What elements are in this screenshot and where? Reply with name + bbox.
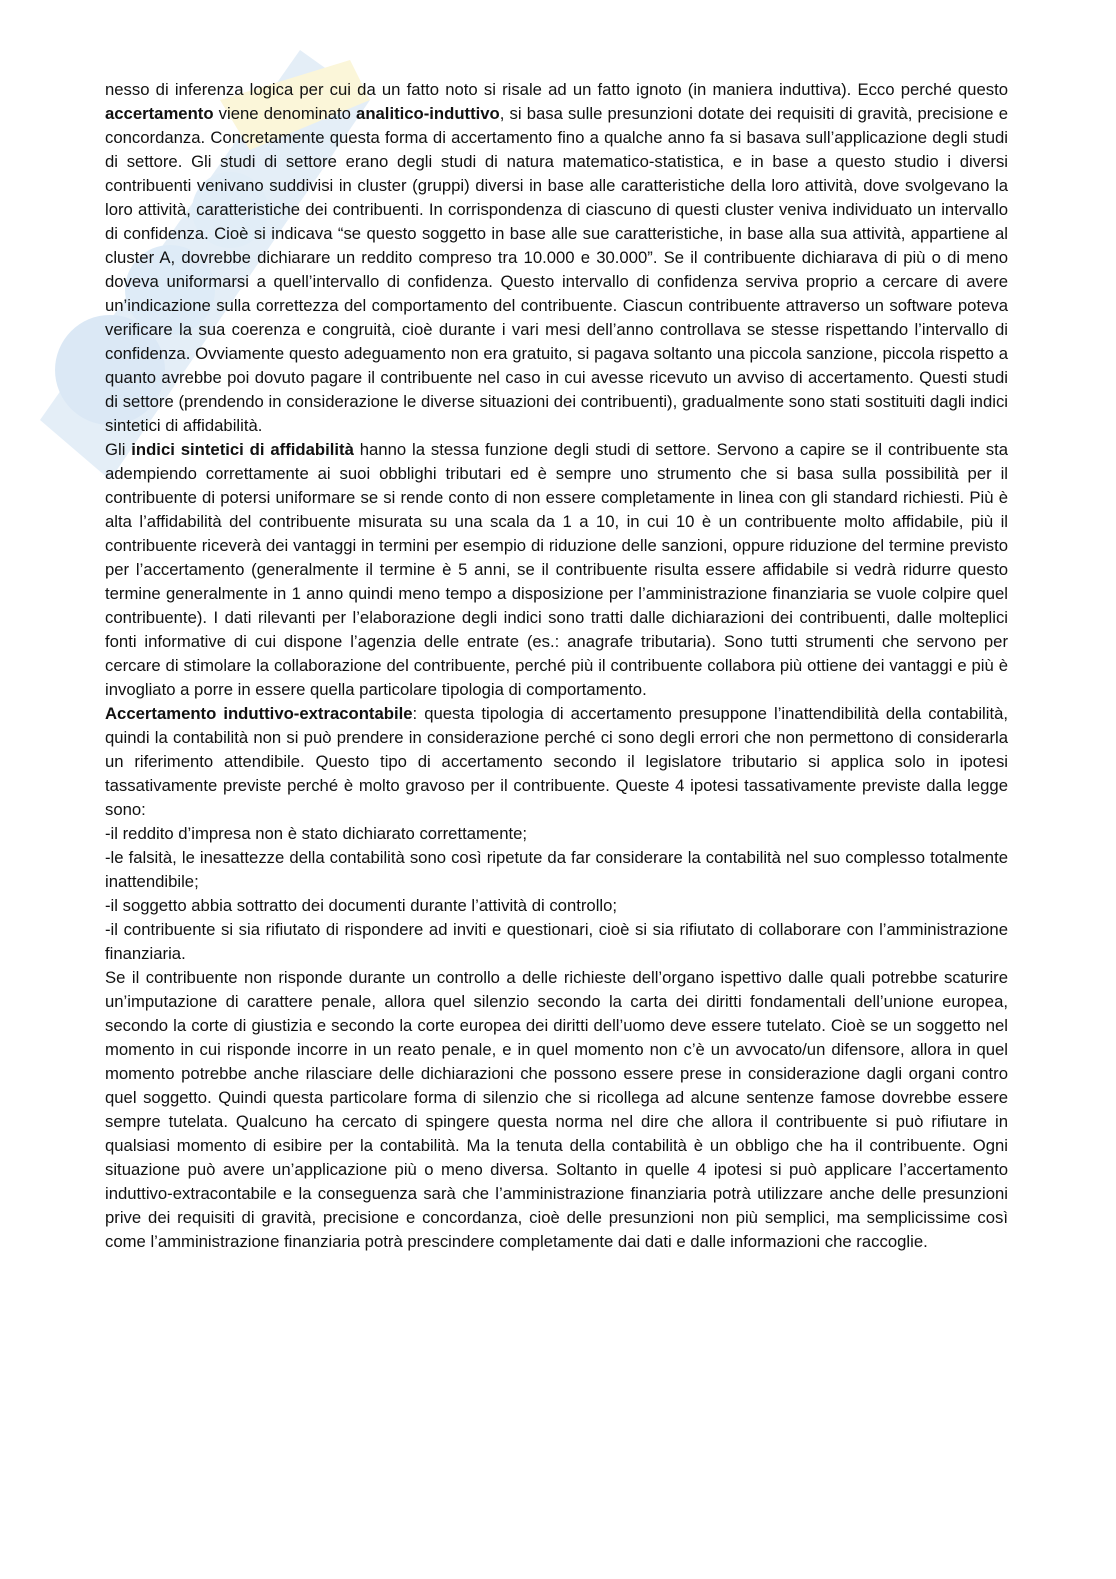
text-run: Gli: [105, 440, 132, 459]
text-run: -il reddito d’impresa non è stato dichiarato correttamente;: [105, 824, 528, 843]
paragraph: [105, 702, 1008, 822]
text-run: -il soggetto abbia sottratto dei documenti durante l’attività di controllo;: [105, 896, 618, 915]
text-run: hanno la stessa funzione degli studi di settore. Servono a capire se il contribuente sta adempiendo correttamente ai suoi obblighi tributari ed è sempre uno strumento che si basa sulla possibilità per il contribuente di potersi uniformare se si rende conto di non essere completamente in linea con gli standard richiesti. Più è alta l’affidabilità del contribuente misurata su una scala da 1 a 10, in cui 10 è un contribuente molto affidabile, più il contribuente riceverà dei vantaggi in termini per esempio di riduzione delle sanzioni, oppure riduzione del termine previsto per l’accertamento (generalmente il termine è 5 anni, se il contribuente risulta essere affidabile si vedrà ridurre questo termine generalmente in 1 anno quindi meno tempo a disposizione per l’amministrazione finanziaria se vuole colpire quel contribuente). I dati rilevanti per l’elaborazione degli indici sono tratti dalle dichiarazioni dei contribuenti, dalle molteplici fonti informative di cui dispone l’agenzia delle entrate (es.: anagrafe tributaria). Sono tutti strumenti che servono per cercare di stimolare la collaborazione del contribuente, perché più il contribuente collabora più ottiene dei vantaggi e più è invogliato a porre in essere quella particolare tipologia di comportamento.: [105, 440, 1008, 699]
text-run: nesso di inferenza logica per cui da un fatto noto si risale ad un fatto ignoto (in maniera induttiva). Ecco perché questo: [105, 80, 1008, 99]
text-run: viene denominato: [213, 104, 357, 123]
text-run: -le falsità, le inesattezze della contabilità sono così ripetute da far considerare la contabilità nel suo complesso totalmente inattendibile;: [105, 848, 1008, 891]
paragraph: [105, 78, 1008, 438]
bold-term: analitico-induttivo: [356, 104, 500, 123]
bold-term: Accertamento induttivo-extracontabile: [105, 704, 413, 723]
paragraph: [105, 822, 1008, 846]
bold-term: accertamento: [105, 104, 214, 123]
text-run: , si basa sulle presunzioni dotate dei requisiti di gravità, precisione e concordanza. Concretamente questa forma di accertamento fino a qualche anno fa si basava sull’applicazione degli studi di settore. Gli studi di settore erano degli studi di natura matematico-statistica, e in base a questo studio i diversi contribuenti venivano suddivisi in cluster (gruppi) diversi in base alle caratteristiche della loro attività, dove svolgevano la loro attività, caratteristiche dei contribuenti. In corrispondenza di ciascuno di questi cluster veniva individuato un intervallo di confidenza. Cioè si indicava “se questo soggetto in base alle sue caratteristiche, in base alla sua attività, appartiene al cluster A, dovrebbe dichiarare un reddito compreso tra 10.000 e 30.000”. Se il contribuente dichiarava di più o di meno doveva uniformarsi a quell’intervallo di confidenza. Questo intervallo di confidenza serviva proprio a cercare di avere un’indicazione sulla correttezza del comportamento del contribuente. Ciascun contribuente attraverso un software poteva verificare la sua coerenza e congruità, cioè durante i vari mesi dell’anno controllava se stesse rispettando l’intervallo di confidenza. Ovviamente questo adeguamento non era gratuito, si pagava soltanto una piccola sanzione, piccola rispetto a quanto avrebbe poi dovuto pagare il contribuente nel caso in cui avesse ricevuto un avviso di accertamento. Questi studi di settore (prendendo in considerazione le diverse situazioni dei contribuenti), gradualmente sono stati sostituiti dagli indici sintetici di affidabilità.: [105, 104, 1008, 435]
paragraph: [105, 966, 1008, 1254]
bold-term: indici sintetici di affidabilità: [131, 440, 354, 459]
text-run: : questa tipologia di accertamento presuppone l’inattendibilità della contabilità, quindi la contabilità non si può prendere in considerazione perché ci sono degli errori che non permettono di considerarla un riferimento attendibile. Questo tipo di accertamento secondo il legislatore tributario si applica solo in ipotesi tassativamente previste perché è molto gravoso per il contribuente. Queste 4 ipotesi tassativamente previste dalla legge sono:: [105, 704, 1008, 819]
paragraph: [105, 918, 1008, 966]
document-body: [105, 78, 1008, 1254]
text-run: Se il contribuente non risponde durante un controllo a delle richieste dell’organo ispettivo dalle quali potrebbe scaturire un’imputazione di carattere penale, allora quel silenzio secondo la carta dei diritti fondamentali dell’unione europea, secondo la corte di giustizia e secondo la corte europea dei diritti dell’uomo deve essere tutelato. Cioè se un soggetto nel momento in cui risponde incorre in un reato penale, e in quel momento non c’è un avvocato/un difensore, allora in quel momento potrebbe anche rilasciare delle dichiarazioni che possono essere prese in considerazione dagli organi contro quel soggetto. Quindi questa particolare forma di silenzio che si ricollega ad alcune sentenze famose dovrebbe essere sempre tutelata. Qualcuno ha cercato di spingere questa norma nel dire che allora il contribuente si può rifiutare in qualsiasi momento di esibire per la contabilità. Ma la tenuta della contabilità è un obbligo che ha il contribuente. Ogni situazione può avere un’applicazione più o meno diversa. Soltanto in quelle 4 ipotesi si può applicare l’accertamento induttivo-extracontabile e la conseguenza sarà che l’amministrazione finanziaria potrà utilizzare anche delle presunzioni prive dei requisiti di gravità, precisione e concordanza, cioè delle presunzioni non più semplici, ma semplicissime così come l’amministrazione finanziaria potrà prescindere completamente dai dati e dalle informazioni che raccoglie.: [105, 968, 1008, 1251]
paragraph: [105, 438, 1008, 702]
text-run: -il contribuente si sia rifiutato di rispondere ad inviti e questionari, cioè si sia rifiutato di collaborare con l’amministrazione finanziaria.: [105, 920, 1008, 963]
paragraph: [105, 894, 1008, 918]
paragraph: [105, 846, 1008, 894]
